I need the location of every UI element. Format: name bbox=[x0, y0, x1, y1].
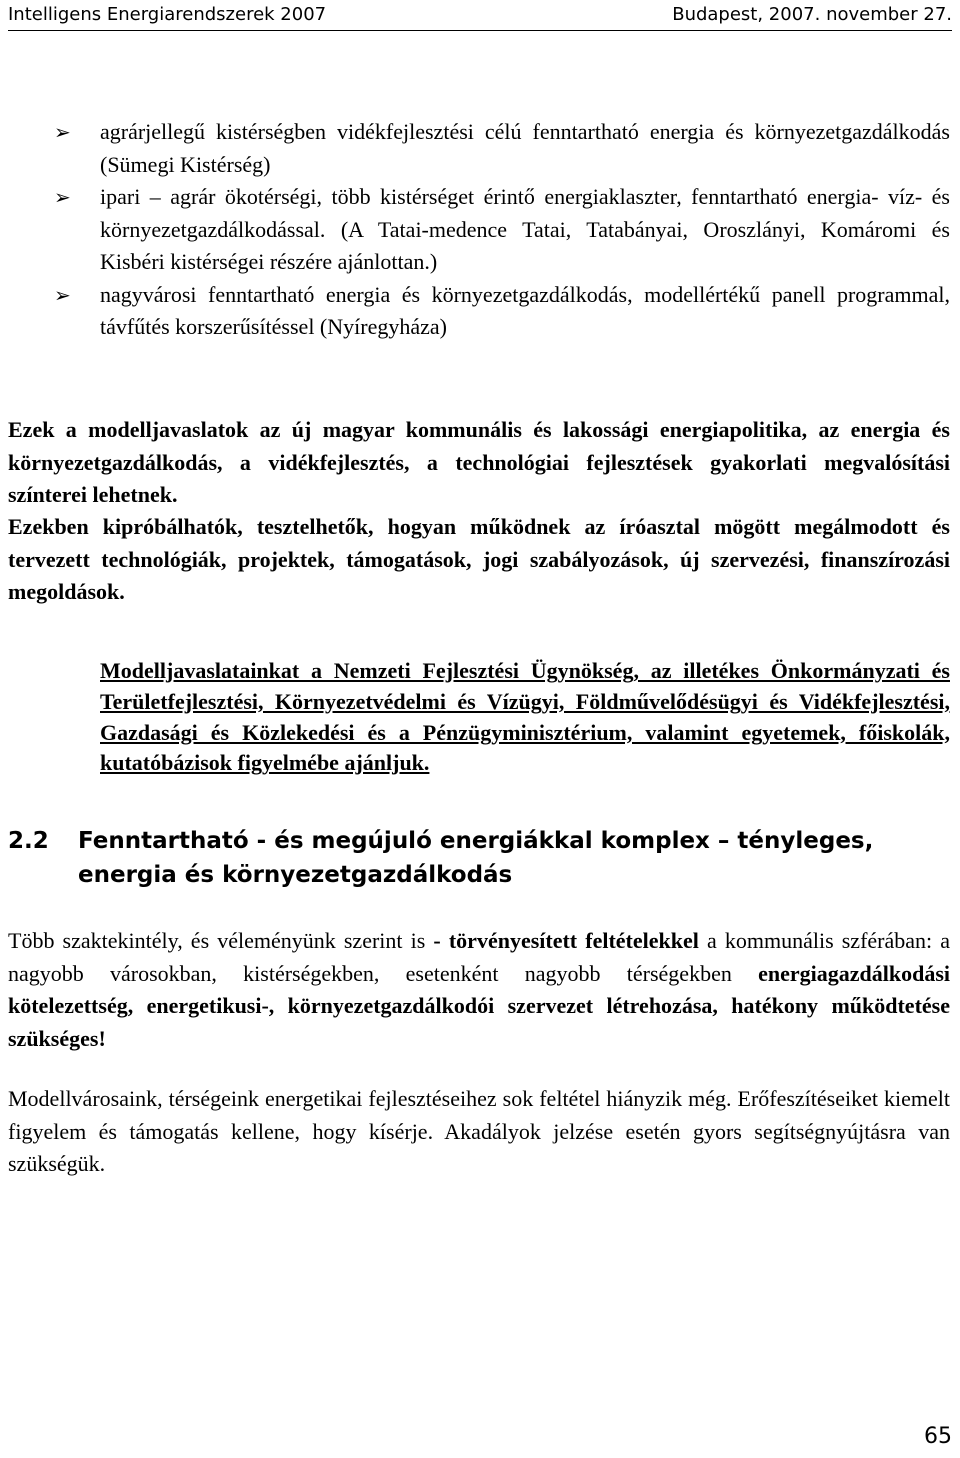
header-conference-title: Intelligens Energiarendszerek 2007 bbox=[8, 4, 327, 25]
paragraph-emphasis: energiagazdálkodási kötelezettség, energetikusi-, környezetgazdálkodói szervezet létrehozása, hatékony működtetése szükséges! bbox=[8, 960, 950, 1051]
section-heading bbox=[8, 824, 950, 892]
paragraph-regulation bbox=[8, 925, 950, 1055]
paragraph-emphasis: - törvényesített feltételekkel bbox=[433, 928, 699, 953]
arrow-bullet-icon: ➢ bbox=[54, 185, 71, 209]
page-header bbox=[8, 4, 952, 31]
paragraph-text: Több szaktekintély, és véleményünk szerint is bbox=[8, 928, 426, 953]
bullet-list bbox=[54, 116, 950, 344]
bullet-item bbox=[54, 181, 950, 279]
section-title: Fenntartható - és megújuló energiákkal komplex – tényleges, energia és környezetgazdálkodás bbox=[78, 828, 874, 888]
bullet-text: ipari – agrár ökotérségi, több kistérséget érintő energiaklaszter, fenntartható energia- víz- és környezetgazdálkodással. (A Tatai-medence Tatai, Tatabányai, Oroszlányi, Komáromi és Kisbéri kistérségei részére ajánlottan.) bbox=[100, 184, 950, 274]
bullet-text: nagyvárosi fenntartható energia és környezetgazdálkodás, modellértékű panell programmal, távfűtés korszerűsítéssel (Nyíregyháza) bbox=[100, 281, 950, 339]
arrow-bullet-icon: ➢ bbox=[54, 282, 71, 307]
bullet-item bbox=[54, 279, 950, 344]
bullet-text: agrárjellegű kistérségben vidékfejlesztési célú fenntartható energia és környezetgazdálkodás (Sümegi Kistérség) bbox=[100, 119, 950, 177]
paragraph-model-proposals: Ezek a modelljavaslatok az új magyar kommunális és lakossági energiapolitika, az energia és környezetgazdálkodás, a vidékfejlesztés, a technológiai fejlesztések gyakorlati megvalósítási színterei lehetnek. bbox=[8, 417, 950, 507]
paragraph-model-cities: Modellvárosaink, térségeink energetikai fejlesztéseihez sok feltétel hiányzik még. Erőfeszítéseiket kiemelt figyelem és támogatás kellene, hogy kísérje. Akadályok jelzése esetén gyors segítségnyújtásra van szükségük. bbox=[8, 1086, 950, 1176]
page-number: 65 bbox=[924, 1424, 952, 1449]
paragraph-text: a kommunális szférában: a nagyobb városokban, kistérségekben, esetenként nagyobb térségekben bbox=[8, 928, 951, 986]
section-number: 2.2 bbox=[8, 828, 49, 854]
recommendation-paragraph: Modelljavaslatainkat a Nemzeti Fejlesztési Ügynökség, az illetékes Önkormányzati és Területfejlesztési, Környezetvédelmi és Vízügyi, Földművelődésügyi és Vidékfejlesztési, Gazdasági és Közlekedési és a Pénzügyminisztérium, valamint egyetemek, főiskolák, kutatóbázisok figyelmébe ajánljuk. bbox=[100, 658, 950, 776]
paragraph-testing: Ezekben kipróbálhatók, tesztelhetők, hogyan működnek az íróasztal mögött megálmodott és tervezett technológiák, projektek, támogatások, jogi szabályozások, új szervezési, finanszírozási megoldások. bbox=[8, 514, 950, 604]
arrow-bullet-icon: ➢ bbox=[54, 120, 71, 144]
bullet-item bbox=[54, 116, 950, 181]
header-date-location: Budapest, 2007. november 27. bbox=[672, 4, 952, 25]
